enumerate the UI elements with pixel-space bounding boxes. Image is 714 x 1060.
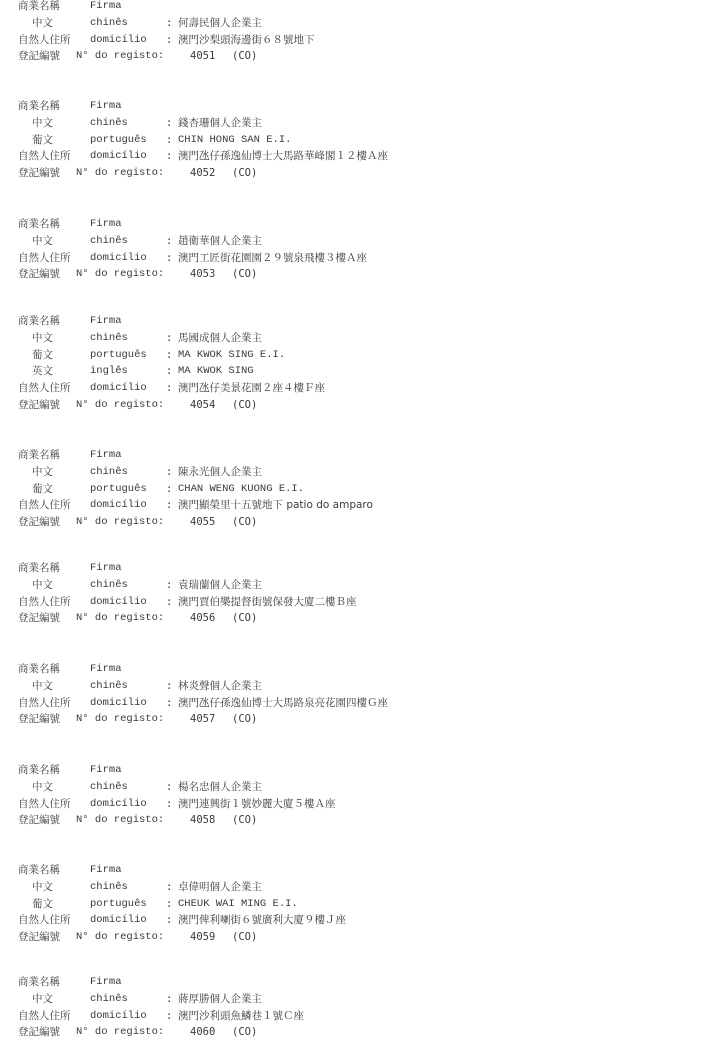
head-line — [18, 98, 708, 115]
colon-separator: : — [166, 679, 173, 692]
sub-label-pt: chinês — [90, 16, 128, 29]
domicile-line — [18, 1008, 708, 1025]
registry-number: 4059 — [190, 931, 216, 944]
colon-separator: : — [166, 382, 173, 395]
registry-code: (CO) — [232, 1026, 258, 1039]
head-label-zh: 商業名稱 — [18, 0, 60, 12]
colon-separator: : — [166, 696, 173, 709]
registry-entry — [18, 447, 708, 531]
sub-label-zh: 中文 — [32, 679, 53, 692]
dom-value: 澳門工匠街花園園２９號泉飛樓３樓Ａ座 — [178, 251, 367, 264]
registry-label-pt: N° do registo: — [76, 167, 165, 180]
sub-label-zh: 中文 — [32, 465, 53, 478]
dom-value: 澳門顯榮里十五號地下 patio do amparo — [178, 499, 373, 512]
dom-label-pt: domicílio — [90, 251, 147, 264]
sub-value: CHEUK WAI MING E.I. — [178, 897, 298, 910]
sub-value: 馬國成個人企業主 — [178, 331, 262, 344]
sub-label-zh: 葡文 — [32, 897, 53, 910]
registry-label-pt: N° do registo: — [76, 268, 165, 281]
registry-number: 4052 — [190, 167, 216, 180]
registry-label-pt: N° do registo: — [76, 398, 165, 411]
sub-label-zh: 中文 — [32, 331, 53, 344]
dom-value: 澳門賈伯樂提督街號保發大廈二樓Ｂ座 — [178, 595, 357, 608]
sub-label-pt: chinês — [90, 234, 128, 247]
english-name-line — [18, 363, 708, 380]
sub-label-pt: português — [90, 482, 147, 495]
domicile-line — [18, 32, 708, 49]
registry-number-line — [18, 711, 708, 728]
sub-value: 卓偉明個人企業主 — [178, 880, 262, 893]
sub-label-pt: chinês — [90, 992, 128, 1005]
dom-label-pt: domicílio — [90, 797, 147, 810]
head-label-pt: Firma — [90, 562, 122, 574]
registry-number-line — [18, 266, 708, 283]
registry-label-pt: N° do registo: — [76, 516, 165, 529]
registry-label-zh: 登記編號 — [18, 50, 60, 63]
domicile-line — [18, 497, 708, 514]
colon-separator: : — [166, 578, 173, 591]
chinese-name-line — [18, 779, 708, 796]
sub-label-zh: 中文 — [32, 578, 53, 591]
head-label-zh: 商業名稱 — [18, 218, 60, 230]
chinese-name-line — [18, 115, 708, 132]
dom-label-pt: domicílio — [90, 150, 147, 163]
registry-number: 4057 — [190, 713, 216, 726]
head-label-zh: 商業名稱 — [18, 449, 60, 461]
colon-separator: : — [166, 33, 173, 46]
sub-label-pt: inglês — [90, 365, 128, 378]
chinese-name-line — [18, 879, 708, 896]
domicile-line — [18, 148, 708, 165]
colon-separator: : — [166, 150, 173, 163]
registry-number-line — [18, 812, 708, 829]
registry-entry — [18, 974, 708, 1041]
domicile-line — [18, 594, 708, 611]
registry-label-pt: N° do registo: — [76, 713, 165, 726]
chinese-name-line — [18, 464, 708, 481]
head-label-pt: Firma — [90, 315, 122, 327]
domicile-line — [18, 912, 708, 929]
domicile-line — [18, 250, 708, 267]
sub-label-zh: 中文 — [32, 880, 53, 893]
sub-label-zh: 英文 — [32, 365, 53, 378]
head-label-pt: Firma — [90, 100, 122, 112]
dom-label-pt: domicílio — [90, 696, 147, 709]
dom-label-zh: 自然人住所 — [18, 696, 71, 709]
chinese-name-line — [18, 678, 708, 695]
sub-value: 楊名忠個人企業主 — [178, 780, 262, 793]
sub-label-zh: 葡文 — [32, 482, 53, 495]
colon-separator: : — [166, 365, 173, 378]
registry-entry — [18, 98, 708, 182]
chinese-name-line — [18, 577, 708, 594]
registry-code: (CO) — [232, 931, 258, 944]
registry-label-pt: N° do registo: — [76, 612, 165, 625]
dom-label-pt: domicílio — [90, 595, 147, 608]
registry-number-line — [18, 48, 708, 65]
colon-separator: : — [166, 16, 173, 29]
domicile-line — [18, 796, 708, 813]
registry-label-pt: N° do registo: — [76, 931, 165, 944]
sub-label-zh: 葡文 — [32, 133, 53, 146]
head-line — [18, 313, 708, 330]
dom-label-zh: 自然人住所 — [18, 499, 71, 512]
chinese-name-line — [18, 233, 708, 250]
colon-separator: : — [166, 234, 173, 247]
head-label-pt: Firma — [90, 0, 122, 12]
dom-label-pt: domicílio — [90, 499, 147, 512]
dom-label-pt: domicílio — [90, 33, 147, 46]
head-label-zh: 商業名稱 — [18, 663, 60, 675]
sub-value: MA KWOK SING E.I. — [178, 348, 286, 361]
sub-value: 林炎聲個人企業主 — [178, 679, 262, 692]
dom-label-zh: 自然人住所 — [18, 1009, 71, 1022]
head-label-zh: 商業名稱 — [18, 864, 60, 876]
sub-label-zh: 中文 — [32, 992, 53, 1005]
colon-separator: : — [166, 133, 173, 146]
registry-number: 4058 — [190, 814, 216, 827]
head-line — [18, 447, 708, 464]
head-label-zh: 商業名稱 — [18, 764, 60, 776]
sub-label-zh: 中文 — [32, 16, 53, 29]
colon-separator: : — [166, 992, 173, 1005]
colon-separator: : — [166, 914, 173, 927]
sub-value: MA KWOK SING — [178, 365, 254, 378]
registry-label-zh: 登記編號 — [18, 167, 60, 180]
registry-entry — [18, 762, 708, 829]
head-label-pt: Firma — [90, 449, 122, 461]
sub-value: 何壽民個人企業主 — [178, 16, 262, 29]
registry-number-line — [18, 1024, 708, 1041]
colon-separator: : — [166, 482, 173, 495]
colon-separator: : — [166, 797, 173, 810]
head-label-pt: Firma — [90, 663, 122, 675]
colon-separator: : — [166, 1009, 173, 1022]
portuguese-name-line — [18, 132, 708, 149]
registry-code: (CO) — [232, 167, 258, 180]
dom-label-zh: 自然人住所 — [18, 382, 71, 395]
domicile-line — [18, 695, 708, 712]
sub-value: CHIN HONG SAN E.I. — [178, 133, 292, 146]
registry-entry — [18, 0, 708, 65]
sub-label-pt: chinês — [90, 679, 128, 692]
sub-label-pt: chinês — [90, 880, 128, 893]
chinese-name-line — [18, 15, 708, 32]
registry-entry — [18, 560, 708, 627]
registry-code: (CO) — [232, 516, 258, 529]
registry-label-zh: 登記編號 — [18, 1026, 60, 1039]
sub-label-zh: 葡文 — [32, 348, 53, 361]
sub-value: 趙衛華個人企業主 — [178, 234, 262, 247]
dom-value: 澳門俾利喇街６號廣利大廈９樓Ｊ座 — [178, 914, 346, 927]
sub-label-pt: chinês — [90, 331, 128, 344]
domicile-line — [18, 380, 708, 397]
head-line — [18, 762, 708, 779]
sub-label-pt: chinês — [90, 578, 128, 591]
head-line — [18, 216, 708, 233]
chinese-name-line — [18, 991, 708, 1008]
registry-label-zh: 登記編號 — [18, 814, 60, 827]
registry-entry — [18, 216, 708, 283]
dom-label-zh: 自然人住所 — [18, 251, 71, 264]
registry-label-pt: N° do registo: — [76, 814, 165, 827]
sub-value: 蔣厚勝個人企業主 — [178, 992, 262, 1005]
registry-number: 4055 — [190, 516, 216, 529]
registry-code: (CO) — [232, 50, 258, 63]
dom-label-zh: 自然人住所 — [18, 595, 71, 608]
dom-value: 澳門氹仔孫逸仙博士大馬路泉亮花園四樓Ｇ座 — [178, 696, 388, 709]
registry-number: 4056 — [190, 612, 216, 625]
registry-number-line — [18, 929, 708, 946]
sub-label-pt: português — [90, 133, 147, 146]
sub-value: 錢杏珊個人企業主 — [178, 116, 262, 129]
dom-label-zh: 自然人住所 — [18, 797, 71, 810]
dom-label-zh: 自然人住所 — [18, 914, 71, 927]
dom-value: 澳門連興街１號妙麗大廈５樓Ａ座 — [178, 797, 336, 810]
colon-separator: : — [166, 465, 173, 478]
sub-label-pt: chinês — [90, 116, 128, 129]
dom-value: 澳門沙利頭魚鱗巷１號Ｃ座 — [178, 1009, 304, 1022]
sub-label-zh: 中文 — [32, 116, 53, 129]
colon-separator: : — [166, 897, 173, 910]
sub-label-zh: 中文 — [32, 780, 53, 793]
head-label-pt: Firma — [90, 218, 122, 230]
registry-label-zh: 登記編號 — [18, 713, 60, 726]
head-label-zh: 商業名稱 — [18, 562, 60, 574]
registry-number-line — [18, 514, 708, 531]
registry-label-zh: 登記編號 — [18, 516, 60, 529]
head-label-zh: 商業名稱 — [18, 976, 60, 988]
head-label-zh: 商業名稱 — [18, 100, 60, 112]
head-line — [18, 974, 708, 991]
registry-number-line — [18, 165, 708, 182]
registry-code: (CO) — [232, 814, 258, 827]
dom-value: 澳門沙梨頭海邊街６８號地下 — [178, 33, 315, 46]
registry-label-zh: 登記編號 — [18, 612, 60, 625]
registry-number-line — [18, 397, 708, 414]
colon-separator: : — [166, 499, 173, 512]
head-line — [18, 862, 708, 879]
dom-value: 澳門氹仔美景花園２座４樓Ｆ座 — [178, 382, 325, 395]
registry-code: (CO) — [232, 713, 258, 726]
dom-label-zh: 自然人住所 — [18, 150, 71, 163]
head-line — [18, 661, 708, 678]
dom-label-zh: 自然人住所 — [18, 33, 71, 46]
sub-label-zh: 中文 — [32, 234, 53, 247]
registry-entry — [18, 661, 708, 728]
registry-label-pt: N° do registo: — [76, 50, 165, 63]
colon-separator: : — [166, 116, 173, 129]
colon-separator: : — [166, 251, 173, 264]
registry-label-zh: 登記編號 — [18, 398, 60, 411]
head-label-pt: Firma — [90, 976, 122, 988]
registry-number: 4051 — [190, 50, 216, 63]
registry-number: 4054 — [190, 398, 216, 411]
head-label-zh: 商業名稱 — [18, 315, 60, 327]
sub-value: CHAN WENG KUONG E.I. — [178, 482, 305, 495]
sub-label-pt: chinês — [90, 780, 128, 793]
registry-code: (CO) — [232, 268, 258, 281]
head-label-pt: Firma — [90, 764, 122, 776]
dom-label-pt: domicílio — [90, 914, 147, 927]
registry-number: 4060 — [190, 1026, 216, 1039]
sub-value: 陳永光個人企業主 — [178, 465, 262, 478]
colon-separator: : — [166, 331, 173, 344]
head-line — [18, 560, 708, 577]
colon-separator: : — [166, 595, 173, 608]
registry-number: 4053 — [190, 268, 216, 281]
portuguese-name-line — [18, 481, 708, 498]
registry-label-zh: 登記編號 — [18, 931, 60, 944]
sub-value: 袁瑞蘭個人企業主 — [178, 578, 262, 591]
registry-code: (CO) — [232, 612, 258, 625]
dom-value: 澳門氹仔孫逸仙博士大馬路華峰閣１２樓Ａ座 — [178, 150, 388, 163]
sub-label-pt: chinês — [90, 465, 128, 478]
chinese-name-line — [18, 330, 708, 347]
registry-label-zh: 登記編號 — [18, 268, 60, 281]
colon-separator: : — [166, 880, 173, 893]
registry-entry — [18, 862, 708, 946]
head-label-pt: Firma — [90, 864, 122, 876]
sub-label-pt: português — [90, 897, 147, 910]
dom-label-pt: domicílio — [90, 1009, 147, 1022]
registry-code: (CO) — [232, 398, 258, 411]
registry-label-pt: N° do registo: — [76, 1026, 165, 1039]
colon-separator: : — [166, 348, 173, 361]
portuguese-name-line — [18, 896, 708, 913]
sub-label-pt: português — [90, 348, 147, 361]
portuguese-name-line — [18, 347, 708, 364]
colon-separator: : — [166, 780, 173, 793]
registry-number-line — [18, 610, 708, 627]
head-line — [18, 0, 708, 15]
registry-entry — [18, 313, 708, 414]
dom-label-pt: domicílio — [90, 382, 147, 395]
